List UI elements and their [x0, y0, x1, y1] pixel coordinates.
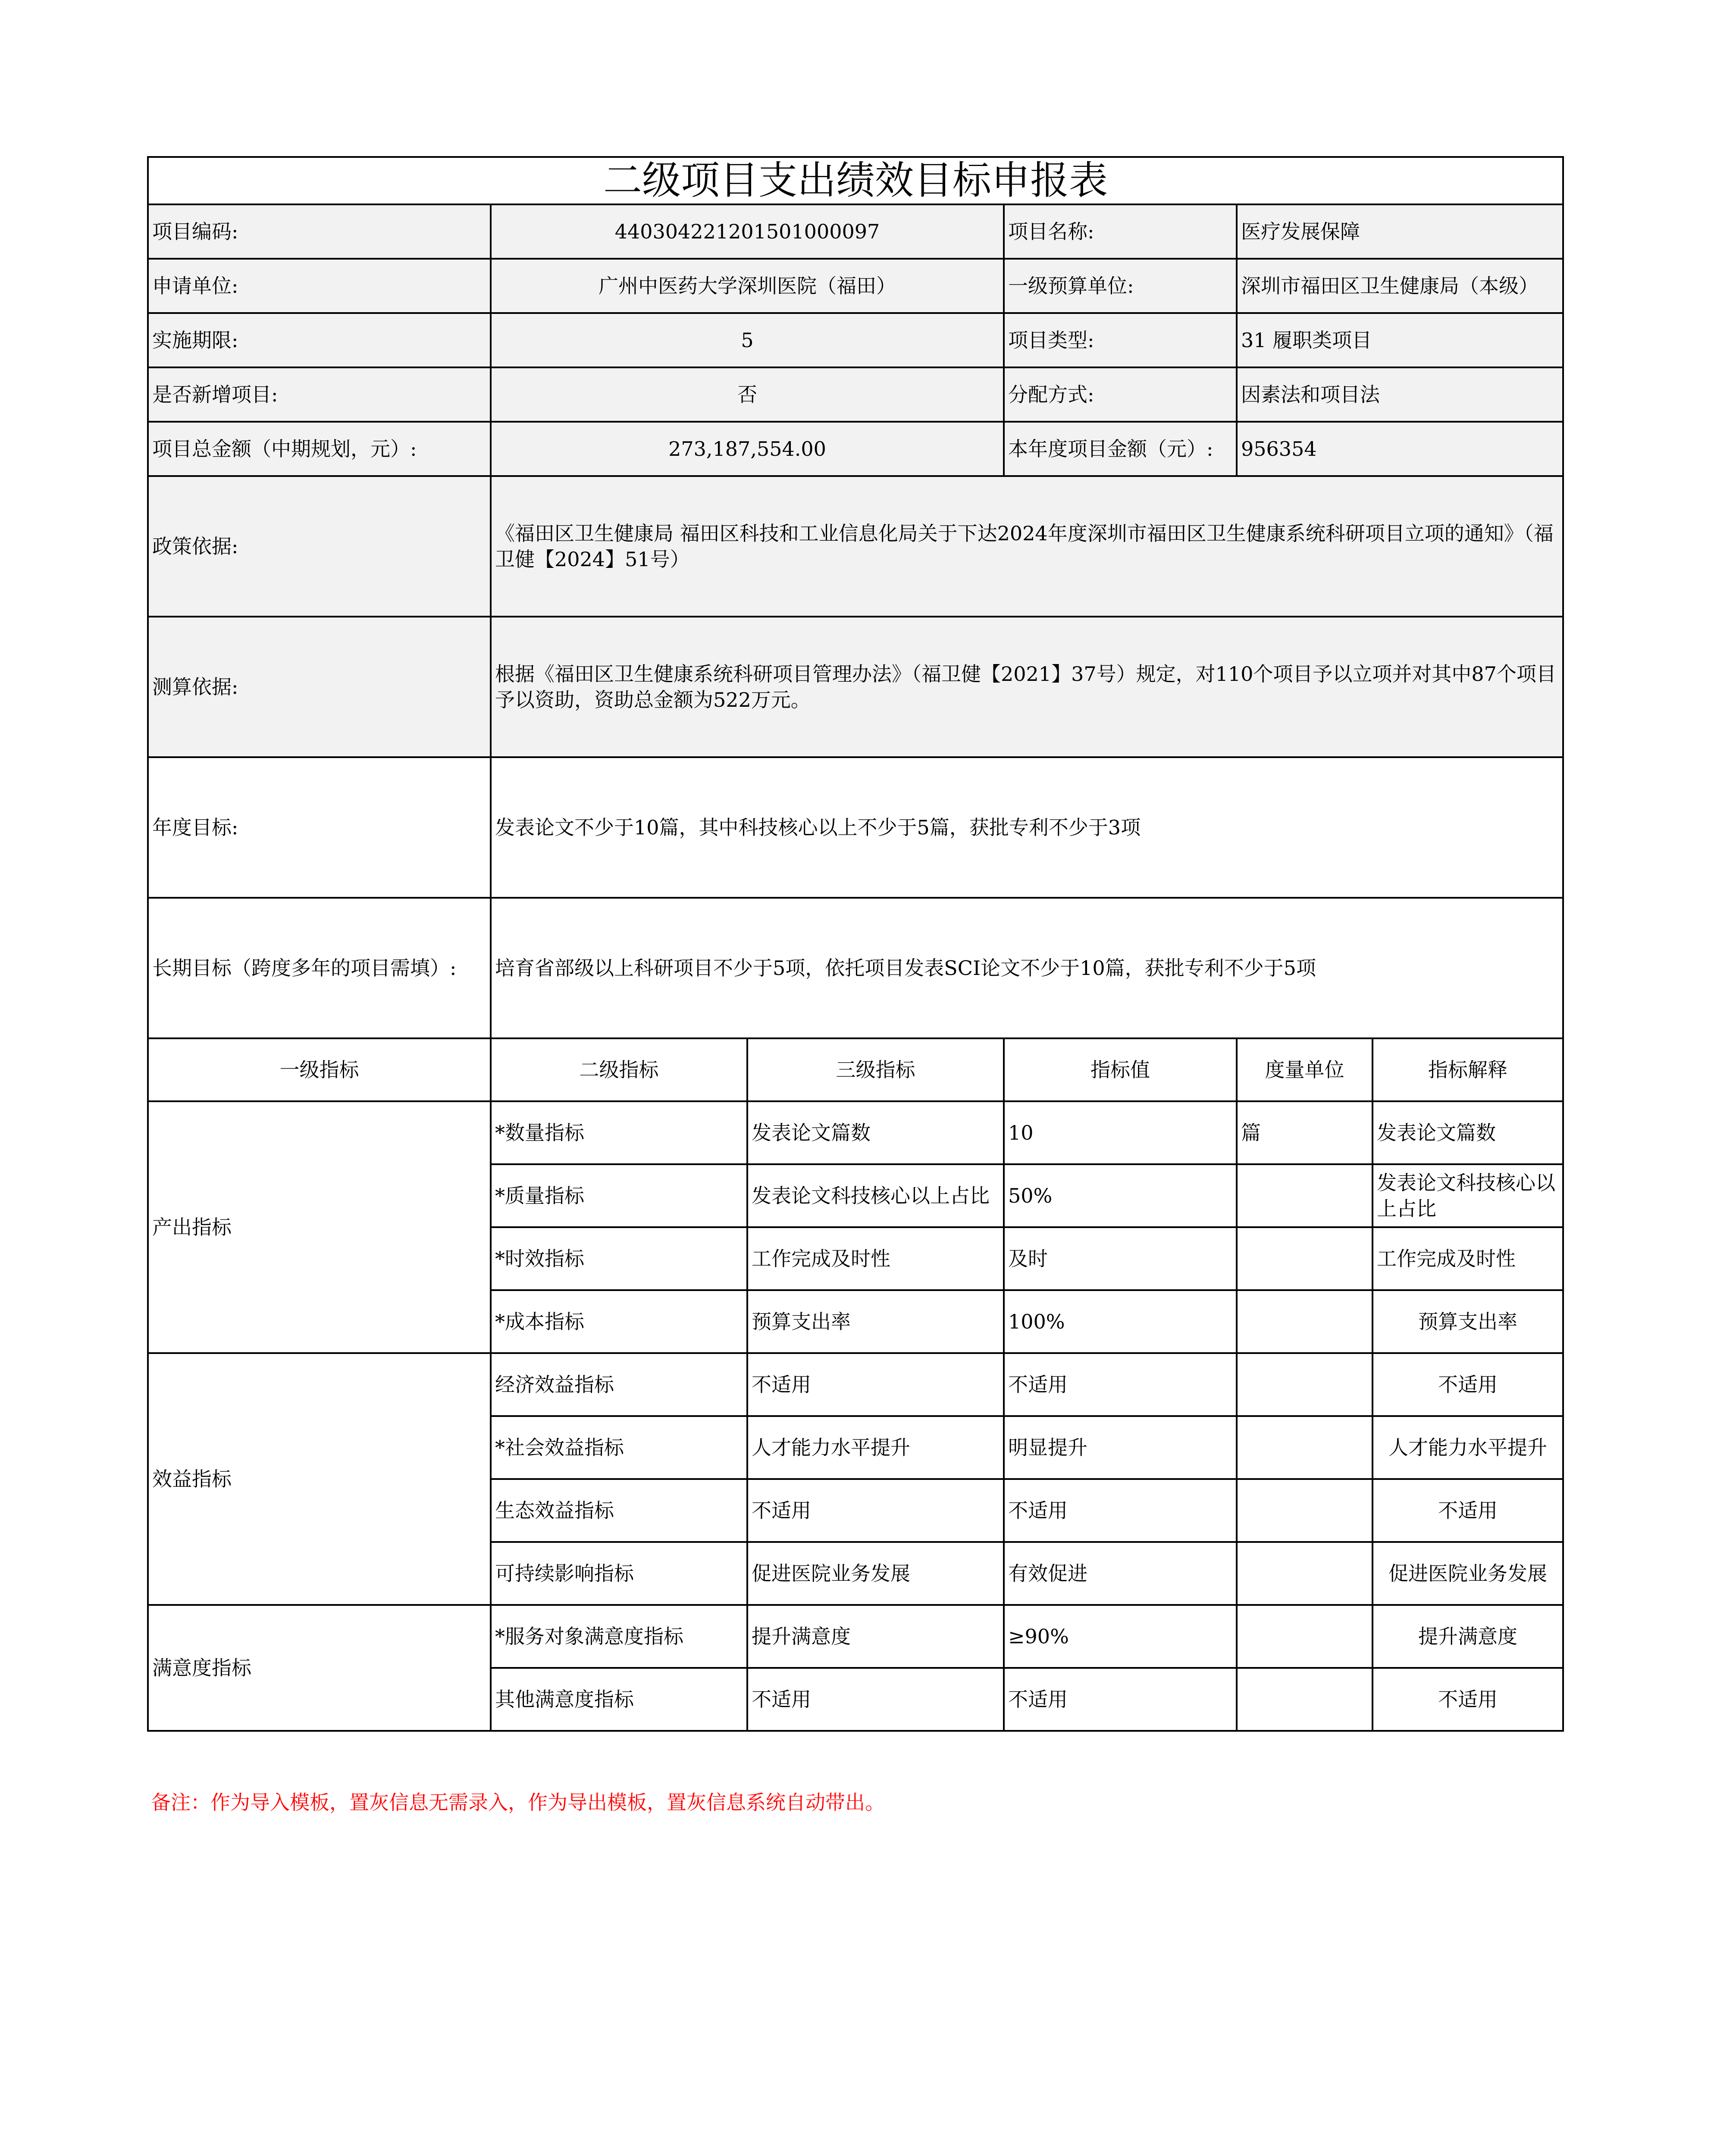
header-value: 指标值: [1004, 1038, 1237, 1101]
total-amount-value: 273,187,554.00: [491, 422, 1004, 476]
header-level2: 二级指标: [491, 1038, 747, 1101]
level2-cell: 其他满意度指标: [491, 1668, 747, 1731]
level2-cell: 经济效益指标: [491, 1353, 747, 1416]
unit-cell: [1237, 1164, 1373, 1227]
footnote: 备注：作为导入模板，置灰信息无需录入，作为导出模板，置灰信息系统自动带出。: [151, 1791, 885, 1814]
annual-goal-label: 年度目标:: [148, 757, 491, 898]
level3-cell: 发表论文科技核心以上占比: [747, 1164, 1004, 1227]
project-type-label: 项目类型:: [1004, 313, 1237, 367]
allocation-label: 分配方式:: [1004, 367, 1237, 422]
value-cell: 不适用: [1004, 1353, 1237, 1416]
level2-cell: *质量指标: [491, 1164, 747, 1227]
explain-cell: 不适用: [1373, 1479, 1563, 1542]
unit-cell: [1237, 1542, 1373, 1605]
level2-cell: *成本指标: [491, 1290, 747, 1353]
level3-cell: 促进医院业务发展: [747, 1542, 1004, 1605]
calc-basis-value: 根据《福田区卫生健康系统科研项目管理办法》（福卫健【2021】37号）规定，对110个项目予以立项并对其中87个项目予以资助，资助总金额为522万元。: [491, 617, 1563, 757]
table-row: [148, 1101, 1563, 1164]
level3-cell: 不适用: [747, 1479, 1004, 1542]
calc-basis-label: 测算依据:: [148, 617, 491, 757]
form-title: 二级项目支出绩效目标申报表: [148, 157, 1563, 204]
long-term-goal-label: 长期目标（跨度多年的项目需填）:: [148, 898, 491, 1038]
applicant-value: 广州中医药大学深圳医院（福田）: [491, 259, 1004, 313]
level2-cell: *时效指标: [491, 1227, 747, 1290]
value-cell: 10: [1004, 1101, 1237, 1164]
header-level1: 一级指标: [148, 1038, 491, 1101]
value-cell: 明显提升: [1004, 1416, 1237, 1479]
new-project-label: 是否新增项目:: [148, 367, 491, 422]
unit-cell: [1237, 1290, 1373, 1353]
header-level3: 三级指标: [747, 1038, 1004, 1101]
project-code-value: 440304221201501000097: [491, 204, 1004, 259]
value-cell: 50%: [1004, 1164, 1237, 1227]
level1-benefit: 效益指标: [148, 1353, 491, 1605]
table-row: [148, 1605, 1563, 1668]
level3-cell: 不适用: [747, 1353, 1004, 1416]
explain-cell: 不适用: [1373, 1353, 1563, 1416]
unit-cell: [1237, 1227, 1373, 1290]
period-label: 实施期限:: [148, 313, 491, 367]
unit-cell: [1237, 1605, 1373, 1668]
table-row: [148, 1353, 1563, 1416]
explain-cell: 人才能力水平提升: [1373, 1416, 1563, 1479]
total-amount-label: 项目总金额（中期规划，元）:: [148, 422, 491, 476]
header-unit: 度量单位: [1237, 1038, 1373, 1101]
budget-unit-value: 深圳市福田区卫生健康局（本级）: [1237, 259, 1563, 313]
explain-cell: 促进医院业务发展: [1373, 1542, 1563, 1605]
annual-goal-value: 发表论文不少于10篇，其中科技核心以上不少于5篇，获批专利不少于3项: [491, 757, 1563, 898]
explain-cell: 预算支出率: [1373, 1290, 1563, 1353]
policy-basis-label: 政策依据:: [148, 476, 491, 617]
unit-cell: [1237, 1668, 1373, 1731]
annual-amount-label: 本年度项目金额（元）:: [1004, 422, 1237, 476]
project-type-value: 31 履职类项目: [1237, 313, 1563, 367]
value-cell: 及时: [1004, 1227, 1237, 1290]
project-name-value: 医疗发展保障: [1237, 204, 1563, 259]
level3-cell: 预算支出率: [747, 1290, 1004, 1353]
explain-cell: 提升满意度: [1373, 1605, 1563, 1668]
value-cell: 有效促进: [1004, 1542, 1237, 1605]
explain-cell: 工作完成及时性: [1373, 1227, 1563, 1290]
level2-cell: *社会效益指标: [491, 1416, 747, 1479]
budget-unit-label: 一级预算单位:: [1004, 259, 1237, 313]
project-code-label: 项目编码:: [148, 204, 491, 259]
level3-cell: 提升满意度: [747, 1605, 1004, 1668]
annual-amount-value: 956354: [1237, 422, 1563, 476]
level1-satisfaction: 满意度指标: [148, 1605, 491, 1731]
performance-target-form: [147, 156, 1564, 1732]
level3-cell: 发表论文篇数: [747, 1101, 1004, 1164]
unit-cell: [1237, 1479, 1373, 1542]
unit-cell: [1237, 1353, 1373, 1416]
unit-cell: 篇: [1237, 1101, 1373, 1164]
new-project-value: 否: [491, 367, 1004, 422]
explain-cell: 不适用: [1373, 1668, 1563, 1731]
allocation-value: 因素法和项目法: [1237, 367, 1563, 422]
value-cell: 不适用: [1004, 1479, 1237, 1542]
level2-cell: *数量指标: [491, 1101, 747, 1164]
unit-cell: [1237, 1416, 1373, 1479]
level3-cell: 人才能力水平提升: [747, 1416, 1004, 1479]
project-name-label: 项目名称:: [1004, 204, 1237, 259]
long-term-goal-value: 培育省部级以上科研项目不少于5项，依托项目发表SCI论文不少于10篇，获批专利不少于5项: [491, 898, 1563, 1038]
period-value: 5: [491, 313, 1004, 367]
explain-cell: 发表论文篇数: [1373, 1101, 1563, 1164]
level3-cell: 不适用: [747, 1668, 1004, 1731]
level3-cell: 工作完成及时性: [747, 1227, 1004, 1290]
level2-cell: 生态效益指标: [491, 1479, 747, 1542]
level2-cell: *服务对象满意度指标: [491, 1605, 747, 1668]
value-cell: 不适用: [1004, 1668, 1237, 1731]
explain-cell: 发表论文科技核心以上占比: [1373, 1164, 1563, 1227]
header-explain: 指标解释: [1373, 1038, 1563, 1101]
level2-cell: 可持续影响指标: [491, 1542, 747, 1605]
value-cell: 100%: [1004, 1290, 1237, 1353]
value-cell: ≥90%: [1004, 1605, 1237, 1668]
level1-output: 产出指标: [148, 1101, 491, 1353]
applicant-label: 申请单位:: [148, 259, 491, 313]
policy-basis-value: 《福田区卫生健康局 福田区科技和工业信息化局关于下达2024年度深圳市福田区卫生健康系统科研项目立项的通知》（福卫健【2024】51号）: [491, 476, 1563, 617]
